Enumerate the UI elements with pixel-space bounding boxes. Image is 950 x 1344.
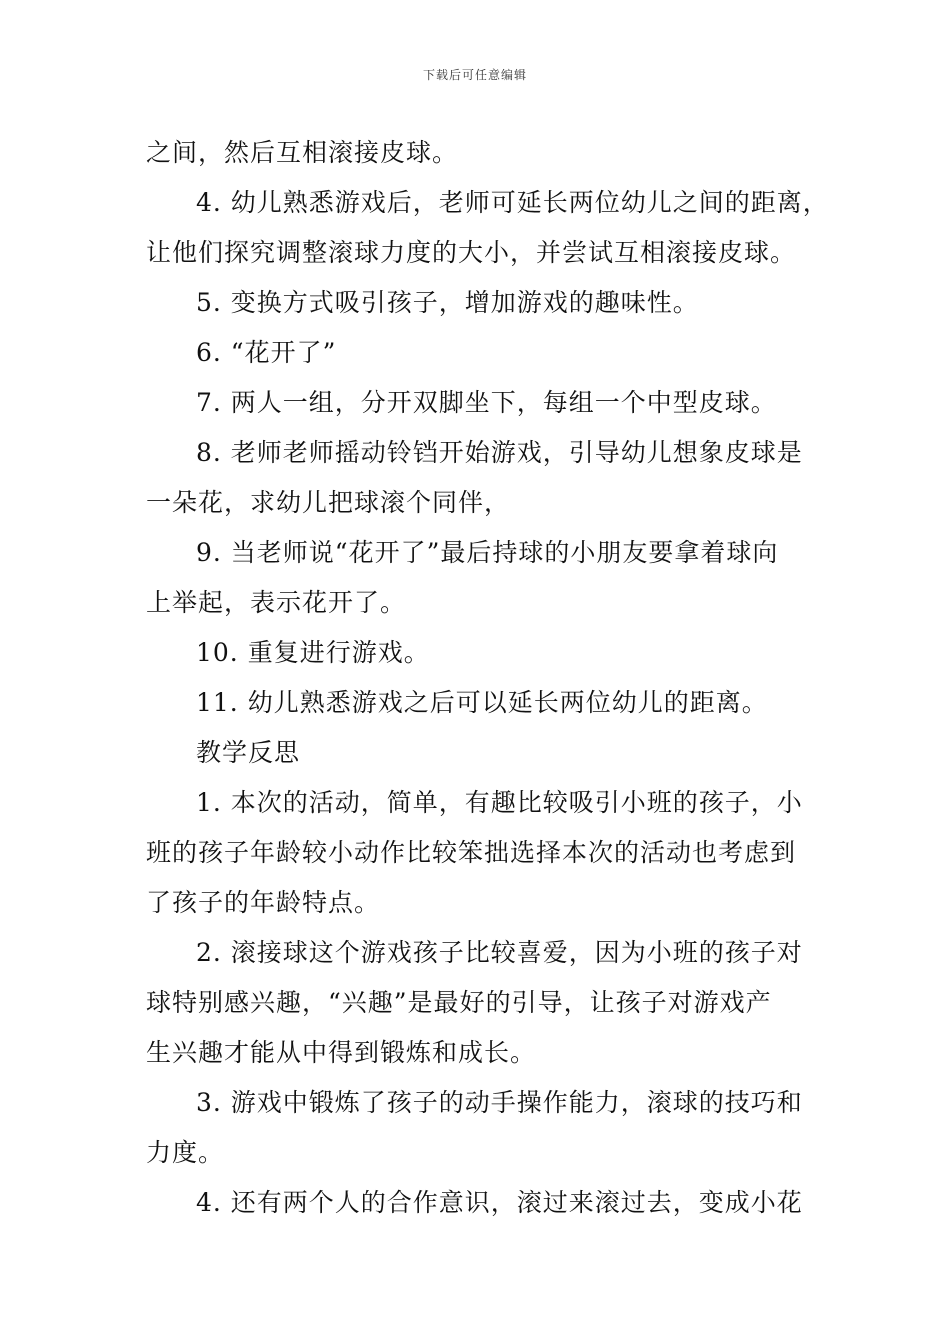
text-line: 上举起，表示花开了。 bbox=[146, 588, 407, 617]
document-body bbox=[146, 128, 829, 1228]
text-line: 力度。 bbox=[146, 1138, 225, 1167]
text-line: 4. 幼儿熟悉游戏后，老师可延长两位幼儿之间的距离， bbox=[196, 188, 829, 217]
text-line: 1. 本次的活动，简单，有趣比较吸引小班的孩子，小 bbox=[196, 788, 803, 817]
text-line: 球特别感兴趣，“兴趣”是最好的引导，让孩子对游戏产 bbox=[146, 988, 772, 1017]
text-line: 一朵花，求幼儿把球滚个同伴， bbox=[146, 488, 511, 517]
text-line: 9. 当老师说“花开了”最后持球的小朋友要拿着球向 bbox=[196, 538, 779, 567]
text-line: 3. 游戏中锻炼了孩子的动手操作能力，滚球的技巧和 bbox=[196, 1088, 803, 1117]
text-line: 10. 重复进行游戏。 bbox=[196, 638, 430, 667]
text-line: 8. 老师老师摇动铃铛开始游戏，引导幼儿想象皮球是 bbox=[196, 438, 803, 467]
text-line: 班的孩子年龄较小动作比较笨拙选择本次的活动也考虑到 bbox=[146, 838, 797, 867]
text-line: 生兴趣才能从中得到锻炼和成长。 bbox=[146, 1038, 537, 1067]
section-heading: 教学反思 bbox=[196, 738, 301, 767]
text-line: 11. 幼儿熟悉游戏之后可以延长两位幼儿的距离。 bbox=[196, 688, 768, 717]
text-line: 之间，然后互相滚接皮球。 bbox=[146, 138, 459, 167]
text-line: 2. 滚接球这个游戏孩子比较喜爱，因为小班的孩子对 bbox=[196, 938, 803, 967]
page-header: 下载后可任意编辑 bbox=[422, 68, 527, 82]
text-line: 6. “花开了” bbox=[196, 338, 337, 367]
text-line: 5. 变换方式吸引孩子，增加游戏的趣味性。 bbox=[196, 288, 699, 317]
text-line: 让他们探究调整滚球力度的大小，并尝试互相滚接皮球。 bbox=[146, 238, 797, 267]
text-line: 4. 还有两个人的合作意识，滚过来滚过去，变成小花 bbox=[196, 1188, 803, 1217]
text-line: 了孩子的年龄特点。 bbox=[146, 888, 381, 917]
text-line: 7. 两人一组，分开双脚坐下，每组一个中型皮球。 bbox=[196, 388, 777, 417]
